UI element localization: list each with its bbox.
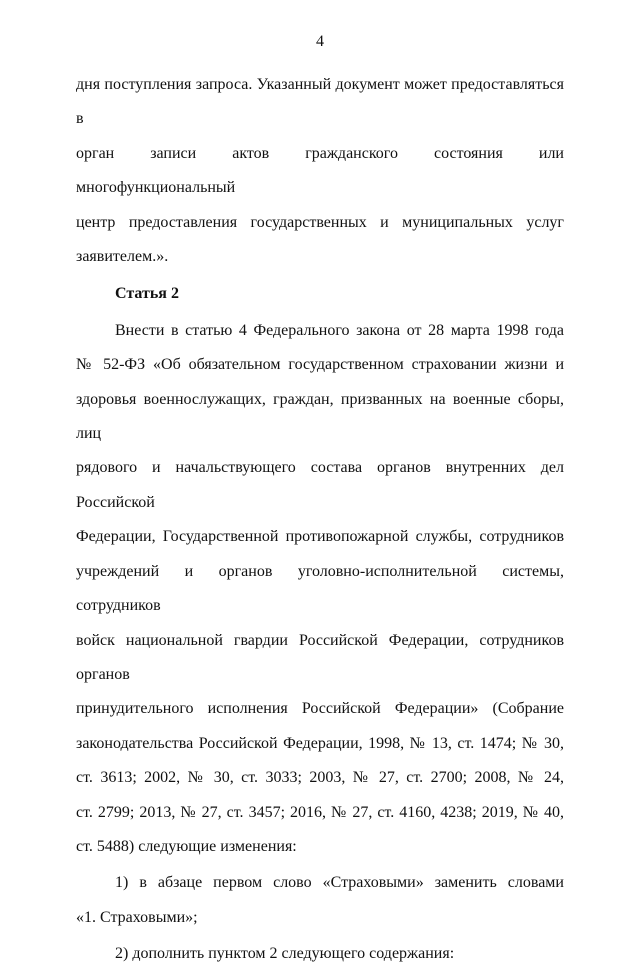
article-heading: Статья 2 [115,285,179,303]
list-item-1 [76,866,564,935]
list-item-2 [76,937,564,971]
text-line: ст. 3613; 2002, № 30, ст. 3033; 2003, № 27, ст. 2700; 2008, № 24, [76,769,564,787]
text-line: Внести в статью 4 Федерального закона от 28 марта 1998 года [115,321,564,339]
page-number: 4 [316,33,324,50]
text-line: дня поступления запроса. Указанный документ может предоставляться в [76,76,564,128]
text-line: ст. 2799; 2013, № 27, ст. 3457; 2016, № 27, ст. 4160, 4238; 2019, № 40, [76,803,564,821]
text-line: центр предоставления государственных и муниципальных услуг [76,213,564,231]
text-line: 1) в абзаце первом слово «Страховыми» заменить словами [115,874,564,892]
text-line: ст. 5488) следующие изменения: [76,837,297,855]
text-line: учреждений и органов уголовно-исполнительной системы, сотрудников [76,562,564,615]
text-line: принудительного исполнения Российской Федерации» (Собрание [76,700,564,718]
text-line: № 52-ФЗ «Об обязательном государственном страховании жизни и [76,356,564,374]
text-line: заявителем.». [76,248,169,266]
text-line: рядового и начальствующего состава органов внутренних дел Российской [76,459,564,511]
text-line: войск национальной гвардии Российской Федерации, сотрудников органов [76,631,564,683]
text-line: орган записи актов гражданского состояния или многофункциональный [76,144,564,197]
text-line: Федерации, Государственной противопожарной службы, сотрудников [76,528,564,546]
paragraph-article-2 [76,314,564,865]
text-line: законодательства Российской Федерации, 1998, № 13, ст. 1474; № 30, [76,734,564,752]
text-line: «1. Страховыми»; [76,908,198,926]
text-line: здоровья военнослужащих, граждан, призванных на военные сборы, лиц [76,390,564,443]
text-line: 2) дополнить пунктом 2 следующего содержания: [115,945,455,963]
document-body [76,68,564,972]
paragraph-continuation [76,68,564,274]
